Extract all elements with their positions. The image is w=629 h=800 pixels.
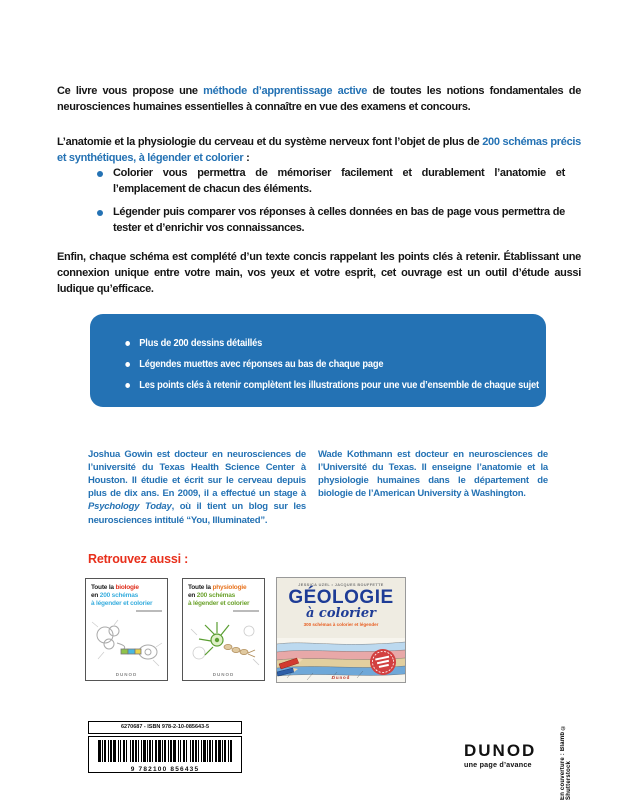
cover-geologie-a-colorier [276,577,406,683]
author-bio-italic: Psychology Today [88,501,172,513]
features-list [90,314,542,396]
cover-author-line [233,610,259,612]
cover-title [183,579,264,608]
feature-text: Légendes muettes avec réponses au bas de chaque page [139,359,384,370]
intro-paragraph-3: Enfin, chaque schéma est complété d’un texte concis rappelant les points clés à retenir. Établissant une connexion unique entre votre main, vos yeux et votre esprit, cet ouvrage est un outil d’étude aussi ludique qu’efficace. [57,251,581,295]
intro-p2-post: : [243,152,250,164]
author-name: Wade Kothmann [318,448,393,460]
ean-barcode-box [88,736,242,773]
intro-bullet-list [95,166,565,244]
bullet-icon [97,171,103,177]
features-box [90,314,546,407]
cover-title-accent: physiologie [212,584,247,591]
publisher-label: DUNOD [115,672,138,677]
ean-barcode [98,740,232,762]
cover-author-line [136,610,162,612]
ean-number: 9 782100 856435 [130,766,200,773]
intro-paragraph-1 [57,83,581,115]
cover-toute-la-physiologie [182,578,265,681]
isbn-label: 6270687 - ISBN 978-2-10-085643-5 [88,721,242,734]
cover-title-text: Toute la [91,584,116,591]
intro-p2-pre: L’anatomie et la physiologie du cerveau et du système nerveux font l’objet de plus de [57,136,483,148]
intro-p1-highlight: méthode d’apprentissage active [203,85,368,97]
author-bio-joshua-gowin [88,448,306,527]
author-bio-text: est docteur en neurosciences de l’université du Texas Health Science Center à Houston. Il étudie et écrit sur le cerveau depuis plus de dix ans. En 2009, il a effectué un stage à [88,448,306,500]
bullet-text: Colorier vous permettra de mémoriser facilement et durablement l’anatomie et l’emplacement de chacun des éléments. [113,167,565,195]
dunod-logo [464,742,536,769]
neuron-diagram-art [187,619,260,671]
cover-credit: En couverture : Blamb © Shutterstock [560,723,572,800]
author-bio-text: , où il tient un blog sur les neurosciences intitulé “You, Illuminated”. [88,501,306,526]
author-name: Joshua Gowin [88,448,153,460]
bullet-icon [125,362,130,367]
intro-p1-pre: Ce livre vous propose une [57,85,204,97]
feature-text: Plus de 200 dessins détaillés [139,338,263,349]
bullet-icon [125,383,130,388]
also-available-heading: Retrouvez aussi : [88,552,189,566]
bullet-icon [97,210,103,216]
bullet-text: Légender puis comparer vos réponses à celles données en bas de page vous permettra de tester et d’enrichir vos connaissances. [113,206,565,234]
cover-title [86,579,167,608]
intro-paragraph-2 [57,134,581,166]
cover-title-text: Toute la [188,584,213,591]
author-bio-wade-kothmann [318,448,548,501]
cover-title-accent: à légender et colorier [91,600,153,607]
dunod-wordmark: DUNOD [464,741,537,760]
cover-title: GÉOLOGIE [288,587,394,608]
bullet-icon [125,341,130,346]
publisher-label: DUNOD [212,672,235,677]
feature-item [125,354,542,375]
feature-item [125,375,542,396]
publisher-label: Dunod [331,675,351,680]
cover-title-accent: 200 schémas [99,592,139,599]
feature-text: Les points clés à retenir complètent les illustrations pour une vue d’ensemble de chaque sujet [139,380,539,391]
cover-title-text: en [91,592,100,599]
cover-authors: JESSICA UZEL • JACQUES BOUFFETTE [298,583,384,587]
cover-subtitle-script: à colorier [305,606,377,621]
bullet-item [95,166,565,197]
intro-p2-highlight: 200 schémas précis et synthétiques, à légender et colorier [57,136,581,164]
dunod-tagline: une page d’avance [464,760,532,769]
cover-title-text: en [188,592,197,599]
intro-p1-post: de toutes les notions fondamentales de neurosciences humaines essentielles à connaître en vue des examens et concours. [57,85,582,113]
cover-title-accent: biologie [115,584,139,591]
cover-toute-la-biologie [85,578,168,681]
cover-title-accent: 200 schémas [196,592,236,599]
author-bio-text: est docteur en neurosciences de l’Université du Texas. Il enseigne l’anatomie et la physiologie humaines dans le département de biologie de l’American University à Washington. [318,448,548,500]
cover-title-accent: à légender et colorier [188,600,250,607]
bullet-item [95,205,565,236]
cell-diagram-art [90,619,163,671]
feature-item [125,333,542,354]
cover-tagline: 300 schémas à colorier et légender [303,622,379,627]
